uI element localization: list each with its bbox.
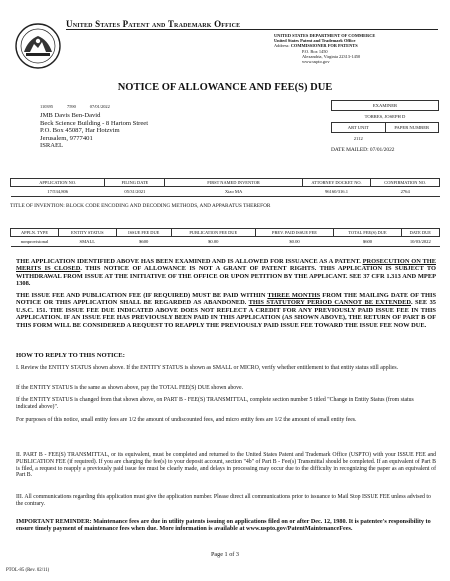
addressee-name: JMB Davis Ben-David (40, 112, 101, 119)
code-2: 7590 (67, 104, 76, 109)
appln-type: nonprovisional (11, 237, 59, 247)
application-table (10, 178, 440, 197)
address-line: P.O. Box 45087, Har Hotzvim (40, 127, 120, 135)
address-line3: Alexandria, Virginia 22313-1450 (302, 53, 361, 59)
header-total-fees-due: TOTAL FEE(S) DUE (334, 229, 401, 237)
confirmation-no: 2764 (371, 187, 440, 197)
fee-notice (16, 292, 436, 329)
prev-paid-fee: $0.00 (255, 237, 334, 247)
header-issue-fee-due: ISSUE FEE DUE (116, 229, 171, 237)
examiner-box (331, 100, 439, 144)
header-entity-status: ENTITY STATUS (59, 229, 117, 237)
dept-name: UNITED STATES DEPARTMENT OF COMMERCE (274, 33, 376, 38)
page-title: NOTICE OF ALLOWANCE AND FEE(S) DUE (117, 82, 333, 93)
notice-text: . THIS NOTICE OF ALLOWANCE IS NOT A GRANT OF PATENT RIGHTS. THIS APPLICATION IS SUBJECT TO WITHDRAWAL FROM ISSUE AT THE INITIATIVE OF THE OFFICE OR UPON PETITION BY THE APPLICANT. SEE 37 CFR 1.313 AND MPEP 1308. (16, 265, 436, 288)
filing-date: 05/31/2021 (105, 187, 165, 197)
table-row (11, 187, 440, 197)
paper-number-label: PAPER NUMBER (385, 123, 439, 133)
notice-text: THE APPLICATION IDENTIFIED ABOVE HAS BEEN EXAMINED AND IS ALLOWED FOR ISSUANCE AS A PATENT. (16, 258, 361, 265)
fee-table (10, 228, 440, 247)
header-rule (66, 29, 438, 30)
instruction-fees-note: For purposes of this notice, small entity fees are 1/2 the amount of undiscounted fees, and micro entity fees are 1/2 the amount of small entity fees. (16, 417, 357, 423)
application-no: 17/534,806 (11, 187, 105, 197)
examiner-label: EXAMINER (332, 101, 439, 111)
header-first-inventor: FIRST NAMED INVENTOR (165, 179, 302, 187)
instruction-i-changed: If the ENTITY STATUS is changed from that shown above, on PART B - FEE(S) TRANSMITTAL, complete section number 5 titled "Change in Entity Status (from status indicated above)". (16, 397, 414, 410)
mail-date-code: 07/01/2022 (89, 104, 110, 109)
header-publication-fee-due: PUBLICATION FEE DUE (171, 229, 255, 237)
paper-number (385, 133, 439, 145)
header-confirmation-no: CONFIRMATION NO. (371, 179, 440, 187)
date-mailed: DATE MAILED: 07/01/2022 (331, 147, 395, 153)
address-line1: COMMISSIONER FOR PATENTS (290, 43, 358, 49)
address-line: Jerusalem, 9777401 (40, 134, 93, 142)
notice-text: PROSECUTION ON THE MERITS IS CLOSED (16, 258, 436, 273)
header-application-no: APPLICATION NO. (11, 179, 105, 187)
dept-block (274, 33, 444, 64)
customer-number: 110395 (40, 104, 54, 109)
header-appln-type: APPLN. TYPE (11, 229, 59, 237)
header-date-due: DATE DUE (401, 229, 439, 237)
entity-status: SMALL (59, 237, 117, 247)
first-inventor: Xiao MA (165, 187, 302, 197)
notice-text: . SEE 35 U.S.C. 151. THE ISSUE FEE DUE INDICATED ABOVE DOES NOT REFLECT A CREDIT FOR ANY PREVIOUSLY PAID ISSUE FEE IN THIS APPLICATION. IF AN ISSUE FEE HAS PREVIOUSLY BEEN PAID IN THIS APPLICATION (AS SHOWN ABOVE), THE RETURN OF PART B OF THIS FORM WILL BE CONSIDERED A REQUEST TO REAPPLY THE PREVIOUSLY PAID ISSUE FEE TOWARD THE ISSUE FEE NOW DUE. (16, 299, 436, 329)
correspondence-codes (40, 104, 160, 109)
address-line: Beck Science Building - 8 Hartom Street (40, 119, 149, 127)
total-fees-due: $600 (334, 237, 401, 247)
date-due: 10/03/2022 (401, 237, 439, 247)
instruction-i-same: If the ENTITY STATUS is the same as shown above, pay the TOTAL FEE(S) DUE shown above. (16, 385, 244, 391)
form-id: PTOL-85 (Rev. 02/11) (6, 568, 50, 573)
art-unit-label: ART UNIT (332, 123, 386, 133)
address-label: Address: (274, 43, 290, 49)
office-name: United States Patent and Trademark Office (66, 19, 241, 29)
instruction-ii: II. PART B - FEE(S) TRANSMITTAL, or its equivalent, must be completed and returned to the United States Patent and Trademark Office (USPTO) with your ISSUE FEE and PUBLICATION FEE (if required). If you are charging the fee(s) to your deposit account, section "4b" of Part B - Fee(s) Transmittal should be completed. If an equivalent of Part B is filed, a request to reapply a previously paid issue fee must be clearly made, and delays in processing may occur due to the difficulty in recognizing the paper as an equivalent of Part B. (16, 452, 436, 479)
instruction-i: I. Review the ENTITY STATUS shown above. If the ENTITY STATUS is shown as SMALL or MICRO, verify whether entitlement to that entity status still applies. (16, 365, 399, 371)
issue-fee-due: $600 (116, 237, 171, 247)
website: www.uspto.gov (302, 59, 330, 65)
header-filing-date: FILING DATE (105, 179, 165, 187)
publication-fee-due: $0.00 (171, 237, 255, 247)
correspondence-address (40, 112, 148, 150)
notice-text: FROM THE MAILING DATE OF THIS NOTICE OR THIS APPLICATION SHALL BE REGARDED AS ABANDONED. (16, 292, 436, 307)
uspto-seal-icon (14, 22, 62, 70)
header-docket-no: ATTORNEY DOCKET NO. (302, 179, 371, 187)
notice-text: THREE MONTHS (267, 292, 321, 299)
table-row (11, 237, 440, 247)
how-to-heading: HOW TO REPLY TO THIS NOTICE: (16, 352, 125, 359)
address-line: ISRAEL (40, 142, 64, 150)
notice-text: THIS STATUTORY PERIOD CANNOT BE EXTENDED (248, 299, 411, 307)
address-line2: P.O. Box 1450 (302, 48, 328, 54)
instruction-iii: III. All communications regarding this application must give the application number. Please direct all communications prior to issuance to Mail Stop ISSUE FEE unless advised to the contrary. (16, 494, 431, 507)
maintenance-reminder: IMPORTANT REMINDER: Maintenance fees are due in utility patents issuing on applications filed on or after Dec. 12, 1980. It is patentee's responsibility to ensure timely payment of maintenance fees when due. More information is available at www.uspto.gov/PatentMaintenanceFees. (16, 518, 431, 533)
dept-sub: United States Patent and Trademark Office (274, 38, 356, 44)
docket-no: 96160/316.1 (302, 187, 371, 197)
art-unit: 2112 (353, 136, 363, 141)
allowance-notice (16, 258, 436, 288)
header-prev-paid-fee: PREV. PAID ISSUE FEE (255, 229, 334, 237)
examiner-name: TORRES, JOSEPH D (364, 114, 406, 119)
notice-text: THE ISSUE FEE AND PUBLICATION FEE (IF REQUIRED) MUST BE PAID WITHIN (16, 292, 268, 299)
title-of-invention: TITLE OF INVENTION: BLOCK CODE ENCODING AND DECODING METHODS, AND APPARATUS THEREFOR (10, 203, 271, 209)
page-number: Page 1 of 3 (210, 551, 239, 558)
